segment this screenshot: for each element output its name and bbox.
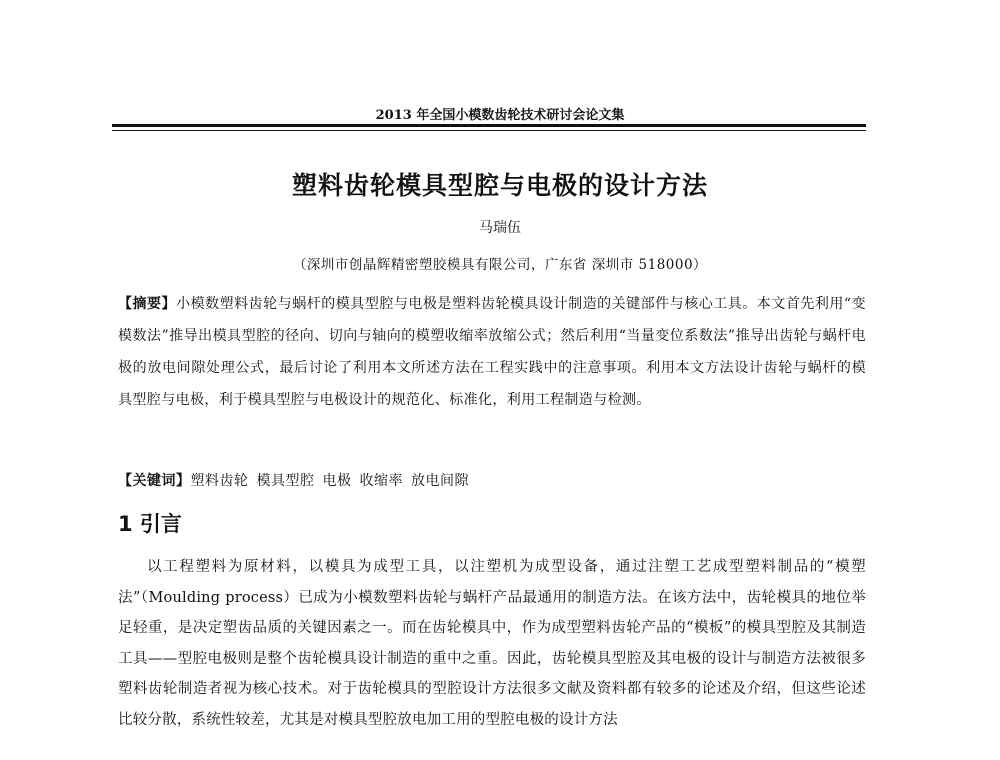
abstract	[118, 288, 866, 416]
keywords-label: 【关键词】	[118, 473, 191, 489]
body-paragraph: 以工程塑料为原材料，以模具为成型工具，以注塑机为成型设备，通过注塑工艺成型塑料制品的“模塑法”（Moulding process）已成为小模数塑料齿轮与蜗杆产品最通用的制造方法。在该方法中，齿轮模具的地位举足轻重，是决定塑齿品质的关键因素之一。而在齿轮模具中，作为成型塑料齿轮产品的“模板”的模具型腔及其制造工具——型腔电极则是整个齿轮模具设计制造的重中之重。因此，齿轮模具型腔及其电极的设计与制造方法被很多塑料齿轮制造者视为核心技术。对于齿轮模具的型腔设计方法很多文献及资料都有较多的论述及介绍，但这些论述比较分散，系统性较差，尤其是对模具型腔放电加工用的型腔电极的设计方法	[118, 559, 866, 728]
paper-title: 塑料齿轮模具型腔与电极的设计方法	[291, 171, 708, 200]
keyword-item: 放电间隙	[411, 473, 469, 489]
header-rule-thin	[112, 130, 866, 131]
keyword-item: 模具型腔	[256, 473, 315, 489]
keywords	[118, 470, 866, 490]
section-heading: 1 引言	[118, 512, 182, 536]
abstract-label: 【摘要】	[118, 296, 177, 312]
header-rule-thick	[112, 124, 866, 127]
author-affiliation: （深圳市创晶辉精密塑胶模具有限公司，广东省 深圳市 518000）	[292, 257, 708, 273]
keyword-item: 塑料齿轮	[190, 473, 249, 489]
author-name: 马瑞伍	[479, 220, 521, 236]
keyword-item: 电极	[322, 473, 352, 489]
abstract-text: 小模数塑料齿轮与蜗杆的模具型腔与电极是塑料齿轮模具设计制造的关键部件与核心工具。本文首先利用“变模数法”推导出模具型腔的径向、切向与轴向的模塑收缩率放缩公式；然后利用“当量变位系数法”推导出齿轮与蜗杆电极的放电间隙处理公式，最后讨论了利用本文所述方法在工程实践中的注意事项。利用本文方法设计齿轮与蜗杆的模具型腔与电极，利于模具型腔与电极设计的规范化、标准化，利用工程制造与检测。	[118, 296, 866, 408]
running-header: 2013 年全国小模数齿轮技术研讨会论文集	[375, 108, 625, 123]
keyword-item: 收缩率	[359, 473, 403, 489]
